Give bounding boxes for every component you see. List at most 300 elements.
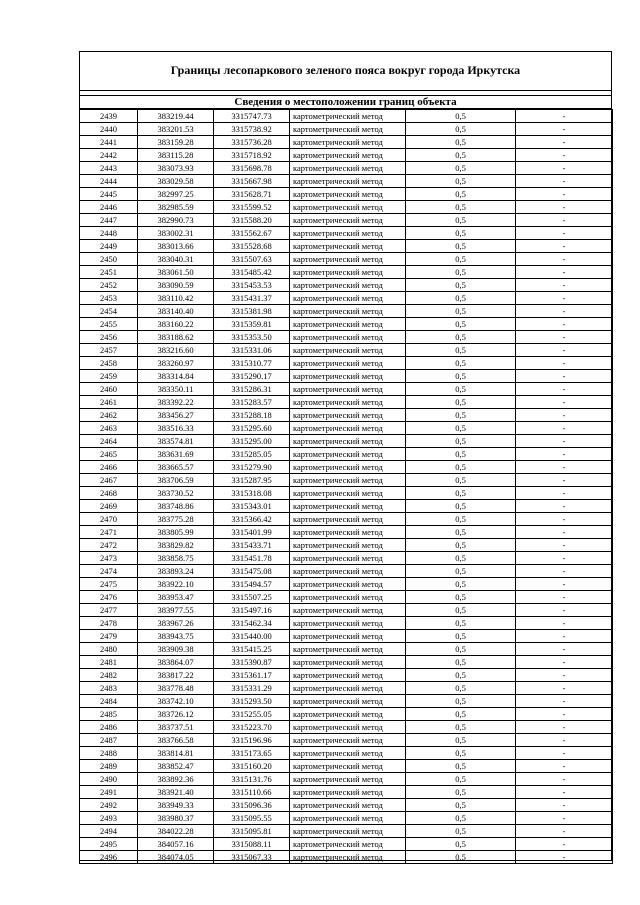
point-number-cell: 2471 — [80, 526, 138, 539]
table-row — [80, 201, 613, 214]
note-cell: - — [516, 526, 613, 539]
accuracy-cell: 0,5 — [406, 695, 516, 708]
accuracy-cell: 0,5 — [406, 305, 516, 318]
note-cell: - — [516, 578, 613, 591]
x-coordinate-cell: 383216.60 — [138, 344, 214, 357]
x-coordinate-cell: 383949.33 — [138, 799, 214, 812]
accuracy-cell: 0,5 — [406, 851, 516, 864]
accuracy-cell: 0,5 — [406, 591, 516, 604]
table-row — [80, 630, 613, 643]
note-cell: - — [516, 617, 613, 630]
point-number-cell: 2491 — [80, 786, 138, 799]
point-number-cell: 2457 — [80, 344, 138, 357]
x-coordinate-cell: 383737.51 — [138, 721, 214, 734]
table-row — [80, 123, 613, 136]
note-cell: - — [516, 708, 613, 721]
point-number-cell: 2496 — [80, 851, 138, 864]
point-number-cell: 2442 — [80, 149, 138, 162]
y-coordinate-cell: 3315295.00 — [214, 435, 290, 448]
table-row — [80, 838, 613, 851]
x-coordinate-cell: 383115.28 — [138, 149, 214, 162]
y-coordinate-cell: 3315343.01 — [214, 500, 290, 513]
y-coordinate-cell: 3315747.73 — [214, 110, 290, 123]
y-coordinate-cell: 3315475.08 — [214, 565, 290, 578]
note-cell: - — [516, 682, 613, 695]
point-number-cell: 2467 — [80, 474, 138, 487]
accuracy-cell: 0,5 — [406, 435, 516, 448]
accuracy-cell: 0,5 — [406, 760, 516, 773]
method-cell: картометрический метод — [290, 240, 406, 253]
y-coordinate-cell: 3315095.81 — [214, 825, 290, 838]
point-number-cell: 2465 — [80, 448, 138, 461]
table-row — [80, 383, 613, 396]
accuracy-cell: 0,5 — [406, 721, 516, 734]
x-coordinate-cell: 383456.27 — [138, 409, 214, 422]
note-cell: - — [516, 799, 613, 812]
point-number-cell: 2482 — [80, 669, 138, 682]
x-coordinate-cell: 383909.38 — [138, 643, 214, 656]
y-coordinate-cell: 3315718.92 — [214, 149, 290, 162]
table-row — [80, 656, 613, 669]
y-coordinate-cell: 3315095.55 — [214, 812, 290, 825]
y-coordinate-cell: 3315331.29 — [214, 682, 290, 695]
point-number-cell: 2490 — [80, 773, 138, 786]
document-title: Границы лесопаркового зеленого пояса вокруг города Иркутска — [79, 51, 612, 91]
table-row — [80, 734, 613, 747]
method-cell: картометрический метод — [290, 552, 406, 565]
section-subtitle: Сведения о местоположении границ объекта — [79, 96, 612, 109]
method-cell: картометрический метод — [290, 162, 406, 175]
table-row — [80, 292, 613, 305]
point-number-cell: 2440 — [80, 123, 138, 136]
method-cell: картометрический метод — [290, 409, 406, 422]
method-cell: картометрический метод — [290, 513, 406, 526]
y-coordinate-cell: 3315318.08 — [214, 487, 290, 500]
table-row — [80, 253, 613, 266]
accuracy-cell: 0,5 — [406, 838, 516, 851]
table-row — [80, 773, 613, 786]
y-coordinate-cell: 3315173.65 — [214, 747, 290, 760]
accuracy-cell: 0,5 — [406, 461, 516, 474]
x-coordinate-cell: 383730.52 — [138, 487, 214, 500]
y-coordinate-cell: 3315588.20 — [214, 214, 290, 227]
method-cell: картометрический метод — [290, 825, 406, 838]
method-cell: картометрический метод — [290, 669, 406, 682]
y-coordinate-cell: 3315738.92 — [214, 123, 290, 136]
method-cell: картометрический метод — [290, 851, 406, 864]
note-cell: - — [516, 513, 613, 526]
note-cell: - — [516, 448, 613, 461]
note-cell: - — [516, 240, 613, 253]
table-row — [80, 474, 613, 487]
accuracy-cell: 0,5 — [406, 383, 516, 396]
point-number-cell: 2444 — [80, 175, 138, 188]
table-row — [80, 552, 613, 565]
point-number-cell: 2452 — [80, 279, 138, 292]
y-coordinate-cell: 3315160.20 — [214, 760, 290, 773]
table-row — [80, 669, 613, 682]
y-coordinate-cell: 3315401.99 — [214, 526, 290, 539]
point-number-cell: 2473 — [80, 552, 138, 565]
method-cell: картометрический метод — [290, 435, 406, 448]
note-cell: - — [516, 487, 613, 500]
y-coordinate-cell: 3315287.95 — [214, 474, 290, 487]
note-cell: - — [516, 331, 613, 344]
method-cell: картометрический метод — [290, 344, 406, 357]
method-cell: картометрический метод — [290, 799, 406, 812]
method-cell: картометрический метод — [290, 500, 406, 513]
accuracy-cell: 0,5 — [406, 630, 516, 643]
accuracy-cell: 0,5 — [406, 604, 516, 617]
point-number-cell: 2441 — [80, 136, 138, 149]
point-number-cell: 2464 — [80, 435, 138, 448]
note-cell: - — [516, 214, 613, 227]
note-cell: - — [516, 253, 613, 266]
note-cell: - — [516, 344, 613, 357]
note-cell: - — [516, 539, 613, 552]
y-coordinate-cell: 3315353.50 — [214, 331, 290, 344]
x-coordinate-cell: 384057.16 — [138, 838, 214, 851]
y-coordinate-cell: 3315628.71 — [214, 188, 290, 201]
y-coordinate-cell: 3315361.17 — [214, 669, 290, 682]
table-row — [80, 149, 613, 162]
accuracy-cell: 0,5 — [406, 786, 516, 799]
x-coordinate-cell: 383980.37 — [138, 812, 214, 825]
x-coordinate-cell: 383350.11 — [138, 383, 214, 396]
accuracy-cell: 0,5 — [406, 747, 516, 760]
method-cell: картометрический метод — [290, 630, 406, 643]
table-row — [80, 617, 613, 630]
point-number-cell: 2477 — [80, 604, 138, 617]
table-row — [80, 370, 613, 383]
accuracy-cell: 0,5 — [406, 318, 516, 331]
method-cell: картометрический метод — [290, 123, 406, 136]
point-number-cell: 2486 — [80, 721, 138, 734]
note-cell: - — [516, 825, 613, 838]
y-coordinate-cell: 3315381.98 — [214, 305, 290, 318]
point-number-cell: 2463 — [80, 422, 138, 435]
method-cell: картометрический метод — [290, 565, 406, 578]
accuracy-cell: 0,5 — [406, 266, 516, 279]
accuracy-cell: 0,5 — [406, 149, 516, 162]
accuracy-cell: 0,5 — [406, 578, 516, 591]
accuracy-cell: 0,5 — [406, 162, 516, 175]
note-cell: - — [516, 760, 613, 773]
y-coordinate-cell: 3315562.67 — [214, 227, 290, 240]
coordinates-table — [79, 109, 613, 864]
y-coordinate-cell: 3315088.11 — [214, 838, 290, 851]
accuracy-cell: 0,5 — [406, 500, 516, 513]
accuracy-cell: 0,5 — [406, 227, 516, 240]
accuracy-cell: 0,5 — [406, 253, 516, 266]
x-coordinate-cell: 384074.05 — [138, 851, 214, 864]
note-cell: - — [516, 227, 613, 240]
x-coordinate-cell: 383160.22 — [138, 318, 214, 331]
method-cell: картометрический метод — [290, 214, 406, 227]
method-cell: картометрический метод — [290, 175, 406, 188]
point-number-cell: 2474 — [80, 565, 138, 578]
note-cell: - — [516, 422, 613, 435]
point-number-cell: 2450 — [80, 253, 138, 266]
point-number-cell: 2475 — [80, 578, 138, 591]
accuracy-cell: 0,5 — [406, 422, 516, 435]
point-number-cell: 2455 — [80, 318, 138, 331]
method-cell: картометрический метод — [290, 305, 406, 318]
x-coordinate-cell: 383748.86 — [138, 500, 214, 513]
y-coordinate-cell: 3315440.00 — [214, 630, 290, 643]
note-cell: - — [516, 643, 613, 656]
point-number-cell: 2459 — [80, 370, 138, 383]
x-coordinate-cell: 383921.40 — [138, 786, 214, 799]
method-cell: картометрический метод — [290, 682, 406, 695]
x-coordinate-cell: 383188.62 — [138, 331, 214, 344]
point-number-cell: 2458 — [80, 357, 138, 370]
point-number-cell: 2468 — [80, 487, 138, 500]
method-cell: картометрический метод — [290, 201, 406, 214]
accuracy-cell: 0,5 — [406, 526, 516, 539]
accuracy-cell: 0,5 — [406, 448, 516, 461]
y-coordinate-cell: 3315110.66 — [214, 786, 290, 799]
accuracy-cell: 0,5 — [406, 474, 516, 487]
table-row — [80, 136, 613, 149]
y-coordinate-cell: 3315366.42 — [214, 513, 290, 526]
method-cell: картометрический метод — [290, 838, 406, 851]
note-cell: - — [516, 136, 613, 149]
method-cell: картометрический метод — [290, 773, 406, 786]
x-coordinate-cell: 383159.28 — [138, 136, 214, 149]
note-cell: - — [516, 565, 613, 578]
note-cell: - — [516, 773, 613, 786]
table-row — [80, 591, 613, 604]
table-row — [80, 461, 613, 474]
accuracy-cell: 0,5 — [406, 175, 516, 188]
point-number-cell: 2462 — [80, 409, 138, 422]
table-row — [80, 162, 613, 175]
x-coordinate-cell: 383829.82 — [138, 539, 214, 552]
table-row — [80, 318, 613, 331]
x-coordinate-cell: 383392.22 — [138, 396, 214, 409]
point-number-cell: 2480 — [80, 643, 138, 656]
y-coordinate-cell: 3315310.77 — [214, 357, 290, 370]
note-cell: - — [516, 188, 613, 201]
x-coordinate-cell: 383893.24 — [138, 565, 214, 578]
x-coordinate-cell: 383706.59 — [138, 474, 214, 487]
note-cell: - — [516, 396, 613, 409]
note-cell: - — [516, 500, 613, 513]
x-coordinate-cell: 383029.58 — [138, 175, 214, 188]
table-row — [80, 578, 613, 591]
note-cell: - — [516, 201, 613, 214]
method-cell: картометрический метод — [290, 396, 406, 409]
point-number-cell: 2446 — [80, 201, 138, 214]
accuracy-cell: 0,5 — [406, 799, 516, 812]
accuracy-cell: 0,5 — [406, 656, 516, 669]
method-cell: картометрический метод — [290, 370, 406, 383]
x-coordinate-cell: 383778.48 — [138, 682, 214, 695]
accuracy-cell: 0,5 — [406, 669, 516, 682]
table-row — [80, 448, 613, 461]
note-cell: - — [516, 721, 613, 734]
point-number-cell: 2494 — [80, 825, 138, 838]
note-cell: - — [516, 630, 613, 643]
table-row — [80, 396, 613, 409]
y-coordinate-cell: 3315196.96 — [214, 734, 290, 747]
accuracy-cell: 0,5 — [406, 344, 516, 357]
table-row — [80, 539, 613, 552]
note-cell: - — [516, 552, 613, 565]
table-row — [80, 409, 613, 422]
y-coordinate-cell: 3315698.78 — [214, 162, 290, 175]
table-row — [80, 357, 613, 370]
x-coordinate-cell: 383110.42 — [138, 292, 214, 305]
accuracy-cell: 0,5 — [406, 110, 516, 123]
table-row — [80, 344, 613, 357]
y-coordinate-cell: 3315485.42 — [214, 266, 290, 279]
note-cell: - — [516, 695, 613, 708]
method-cell: картометрический метод — [290, 617, 406, 630]
table-row — [80, 500, 613, 513]
table-row — [80, 305, 613, 318]
x-coordinate-cell: 383864.07 — [138, 656, 214, 669]
table-row — [80, 682, 613, 695]
method-cell: картометрический метод — [290, 461, 406, 474]
note-cell: - — [516, 149, 613, 162]
table-row — [80, 487, 613, 500]
point-number-cell: 2492 — [80, 799, 138, 812]
point-number-cell: 2456 — [80, 331, 138, 344]
table-row — [80, 331, 613, 344]
x-coordinate-cell: 383814.81 — [138, 747, 214, 760]
point-number-cell: 2445 — [80, 188, 138, 201]
note-cell: - — [516, 461, 613, 474]
point-number-cell: 2466 — [80, 461, 138, 474]
note-cell: - — [516, 162, 613, 175]
accuracy-cell: 0,5 — [406, 708, 516, 721]
x-coordinate-cell: 383922.10 — [138, 578, 214, 591]
table-row — [80, 214, 613, 227]
y-coordinate-cell: 3315131.76 — [214, 773, 290, 786]
point-number-cell: 2489 — [80, 760, 138, 773]
accuracy-cell: 0,5 — [406, 552, 516, 565]
x-coordinate-cell: 383314.84 — [138, 370, 214, 383]
x-coordinate-cell: 383766.58 — [138, 734, 214, 747]
accuracy-cell: 0,5 — [406, 201, 516, 214]
accuracy-cell: 0,5 — [406, 331, 516, 344]
x-coordinate-cell: 383805.99 — [138, 526, 214, 539]
accuracy-cell: 0,5 — [406, 188, 516, 201]
x-coordinate-cell: 383858.75 — [138, 552, 214, 565]
y-coordinate-cell: 3315415.25 — [214, 643, 290, 656]
method-cell: картометрический метод — [290, 695, 406, 708]
coordinates-table-body — [80, 110, 613, 864]
y-coordinate-cell: 3315279.90 — [214, 461, 290, 474]
table-row — [80, 825, 613, 838]
note-cell: - — [516, 266, 613, 279]
method-cell: картометрический метод — [290, 318, 406, 331]
table-row — [80, 786, 613, 799]
method-cell: картометрический метод — [290, 643, 406, 656]
point-number-cell: 2483 — [80, 682, 138, 695]
table-row — [80, 227, 613, 240]
table-row — [80, 513, 613, 526]
x-coordinate-cell: 384022.28 — [138, 825, 214, 838]
accuracy-cell: 0,5 — [406, 734, 516, 747]
x-coordinate-cell: 383002.31 — [138, 227, 214, 240]
accuracy-cell: 0,5 — [406, 279, 516, 292]
method-cell: картометрический метод — [290, 292, 406, 305]
accuracy-cell: 0,5 — [406, 773, 516, 786]
note-cell: - — [516, 786, 613, 799]
note-cell: - — [516, 292, 613, 305]
note-cell: - — [516, 305, 613, 318]
x-coordinate-cell: 382985.59 — [138, 201, 214, 214]
x-coordinate-cell: 383892.36 — [138, 773, 214, 786]
y-coordinate-cell: 3315285.05 — [214, 448, 290, 461]
x-coordinate-cell: 382997.25 — [138, 188, 214, 201]
y-coordinate-cell: 3315293.50 — [214, 695, 290, 708]
point-number-cell: 2488 — [80, 747, 138, 760]
method-cell: картометрический метод — [290, 383, 406, 396]
method-cell: картометрический метод — [290, 227, 406, 240]
point-number-cell: 2479 — [80, 630, 138, 643]
table-row — [80, 695, 613, 708]
method-cell: картометрический метод — [290, 136, 406, 149]
method-cell: картометрический метод — [290, 149, 406, 162]
method-cell: картометрический метод — [290, 266, 406, 279]
x-coordinate-cell: 383775.28 — [138, 513, 214, 526]
note-cell: - — [516, 279, 613, 292]
method-cell: картометрический метод — [290, 539, 406, 552]
x-coordinate-cell: 383742.10 — [138, 695, 214, 708]
accuracy-cell: 0,5 — [406, 409, 516, 422]
y-coordinate-cell: 3315067.33 — [214, 851, 290, 864]
table-row — [80, 526, 613, 539]
y-coordinate-cell: 3315599.52 — [214, 201, 290, 214]
x-coordinate-cell: 383516.33 — [138, 422, 214, 435]
x-coordinate-cell: 383073.93 — [138, 162, 214, 175]
note-cell: - — [516, 357, 613, 370]
point-number-cell: 2460 — [80, 383, 138, 396]
x-coordinate-cell: 383140.40 — [138, 305, 214, 318]
note-cell: - — [516, 591, 613, 604]
x-coordinate-cell: 382990.73 — [138, 214, 214, 227]
point-number-cell: 2448 — [80, 227, 138, 240]
y-coordinate-cell: 3315096.36 — [214, 799, 290, 812]
y-coordinate-cell: 3315255.05 — [214, 708, 290, 721]
method-cell: картометрический метод — [290, 812, 406, 825]
note-cell: - — [516, 747, 613, 760]
point-number-cell: 2470 — [80, 513, 138, 526]
method-cell: картометрический метод — [290, 474, 406, 487]
x-coordinate-cell: 383817.22 — [138, 669, 214, 682]
method-cell: картометрический метод — [290, 708, 406, 721]
point-number-cell: 2451 — [80, 266, 138, 279]
y-coordinate-cell: 3315359.81 — [214, 318, 290, 331]
point-number-cell: 2443 — [80, 162, 138, 175]
method-cell: картометрический метод — [290, 188, 406, 201]
y-coordinate-cell: 3315507.63 — [214, 253, 290, 266]
note-cell: - — [516, 318, 613, 331]
table-row — [80, 799, 613, 812]
note-cell: - — [516, 409, 613, 422]
point-number-cell: 2453 — [80, 292, 138, 305]
table-row — [80, 747, 613, 760]
point-number-cell: 2478 — [80, 617, 138, 630]
note-cell: - — [516, 110, 613, 123]
point-number-cell: 2449 — [80, 240, 138, 253]
accuracy-cell: 0,5 — [406, 136, 516, 149]
x-coordinate-cell: 383631.69 — [138, 448, 214, 461]
